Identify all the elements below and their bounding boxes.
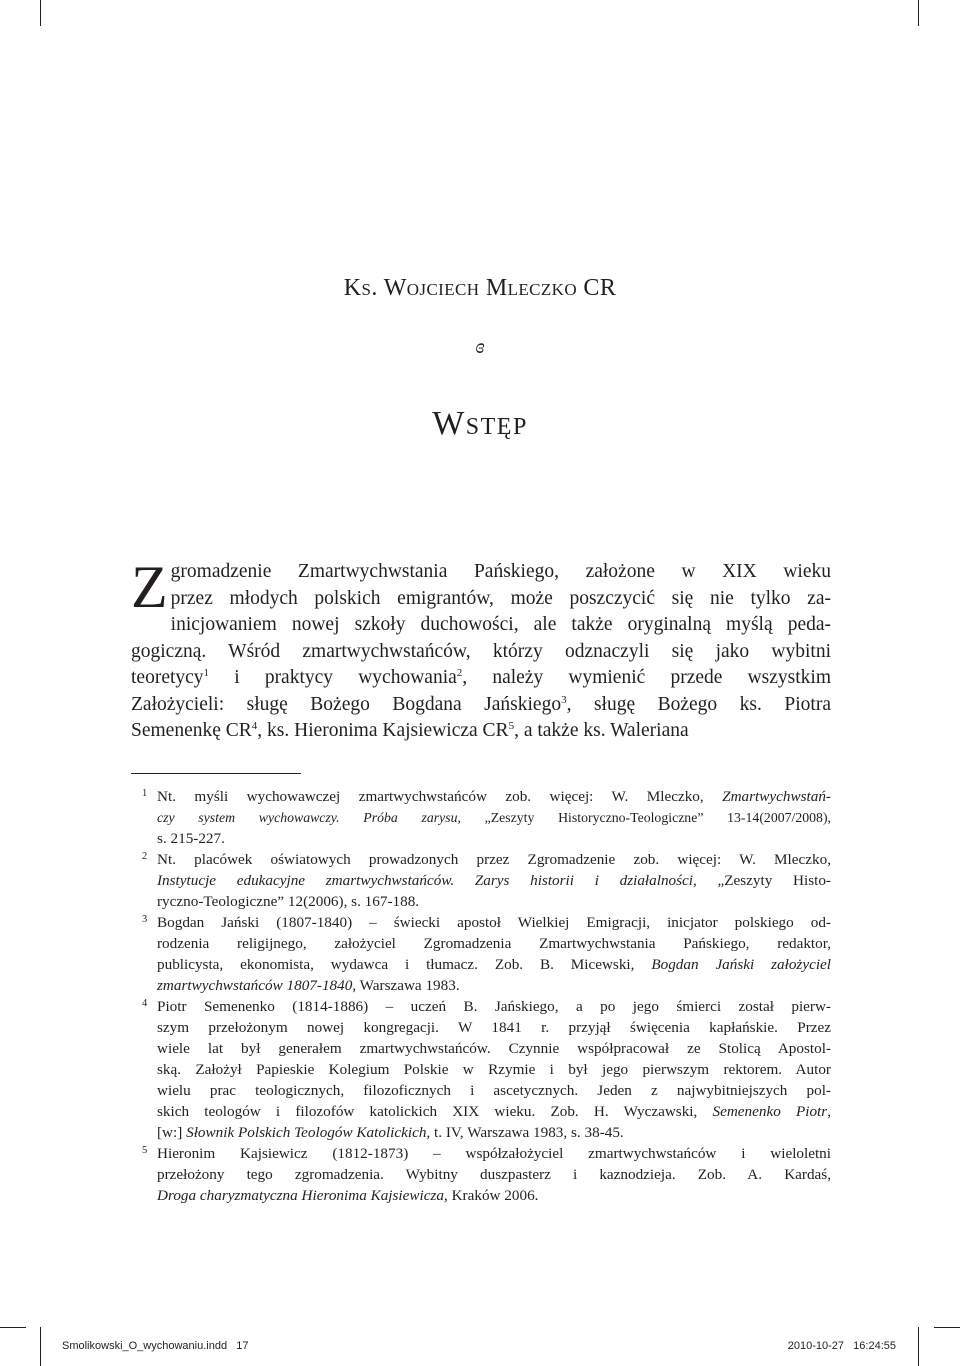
footnote-number: 3 (142, 914, 148, 925)
body-line: inicjowaniem nowej szkoły duchowości, ale także oryginalną myślą peda- (170, 614, 831, 635)
crop-mark-bottom-right-h (934, 1327, 960, 1328)
crop-mark-bottom-right (918, 1327, 919, 1366)
footnote-ref: 5 (508, 720, 515, 732)
footnote-4: 4 Piotr Semenenko (1814-1886) – uczeń B. Jańskiego, a po jego śmierci został pierw- szym przełożonym nowej kongregacji. W 1841 r. przyjął święcenia kapłańskie. Przez wiele lat był generałem zmartwychwstańców. Czynnie współpracował ze Stolicą Apostol- ską. Założył Papieskie Kolegium Polskie w Rzymie i był jego pierwszym rektorem. Autor wielu prac teologicznych, filozoficznych i ascetycznych. Jeden z najwybitniejszych pol- skich teologów i filozofów katolickich XIX wieku. Zob. H. Wyczawski, Semenenko Piotr, [w:] Słownik Polskich Teologów Katolickich, t. IV, Warszawa 1983, s. 38-45. (131, 996, 831, 1143)
footnote-5: 5 Hieronim Kajsiewicz (1812-1873) – współzałożyciel zmartwychwstańców i wieloletni przełożony tego zgromadzenia. Wybitny duszpasterz i kaznodzieja. Zob. A. Kardaś, Droga charyzmatyczna Hieronima Kajsiewicza, Kraków 2006. (131, 1143, 831, 1206)
crop-mark-top-left (40, 0, 41, 26)
footnote-ref: 2 (456, 667, 463, 679)
body-line: teoretycy$^1$ i praktycy wychowania$^2$, należy wymienić przede wszystkim (131, 667, 832, 688)
body-line: Semenenkę $CR^4$, ks. Hieronima Kajsiewicza $CR^5$, a także ks. Waleriana (131, 720, 689, 741)
footnote-separator (131, 773, 301, 774)
footnote-number: 5 (142, 1145, 148, 1156)
footnote-ref: 3 (561, 693, 567, 706)
footnote-number: 2 (142, 851, 148, 862)
crop-mark-bottom-left (40, 1327, 41, 1366)
chapter-author: Ks. Wojciech Mleczko CR (343, 275, 617, 301)
footnote-ref: 1 (203, 667, 210, 679)
body-text (131, 554, 832, 745)
body-line: gromadzenie Zmartwychwstania Pańskiego, założone w XIX wieku (170, 561, 831, 582)
footnote-number: 4 (142, 998, 148, 1009)
body-line: przez młodych polskich emigrantów, może poszczycić się nie tylko za- (170, 587, 831, 609)
crop-mark-bottom-left-h (0, 1327, 26, 1328)
body-line: Założycieli: sługę Bożego Bogdana Jańskiego$^3$, sługę Bożego ks. Piotra (131, 693, 831, 715)
footnotes (131, 786, 831, 1206)
footnote-1: 1 Nt. myśli wychowawczej zmartwychwstańców zob. więcej: W. Mleczko, Zmartwychwstań- czy system wychowawczy. Próba zarysu, „Zeszyty Historyczno-Teologiczne” 13-14(2007/2008), s. 215-227. (131, 786, 831, 849)
footnote-ref: 4 (251, 720, 258, 732)
body-line: gogiczną. Wśród zmartwychwstańców, którzy odznaczyli się jako wybitni (131, 640, 831, 662)
crop-mark-top-right (918, 0, 919, 26)
chapter-title: Wstęp (432, 405, 528, 442)
print-slug-date: 2010-10-27 16:24:55 (787, 1340, 896, 1352)
ornament-icon: ɞ (475, 336, 485, 358)
drop-cap: Z (131, 554, 168, 620)
footnote-number: 1 (142, 788, 148, 799)
footnote-2: 2 Nt. placówek oświatowych prowadzonych przez Zgromadzenie zob. więcej: W. Mleczko, Instytucje edukacyjne zmartwychwstańców. Zarys historii i działalności, „Zeszyty Histo- ryczno-Teologiczne” 12(2006), s. 167-188. (131, 849, 831, 912)
footnote-3: 3 Bogdan Jański (1807-1840) – świecki apostoł Wielkiej Emigracji, inicjator polskiego od- rodzenia religijnego, założyciel Zgromadzenia Zmartwychwstania Pańskiego, redaktor, publicysta, ekonomista, wydawca i tłumacz. Zob. B. Micewski, Bogdan Jański założyciel zmartwychwstańców 1807-1840, Warszawa 1983. (131, 912, 831, 996)
print-slug-file: Smolikowski_O_wychowaniu.indd 17 (62, 1340, 249, 1352)
